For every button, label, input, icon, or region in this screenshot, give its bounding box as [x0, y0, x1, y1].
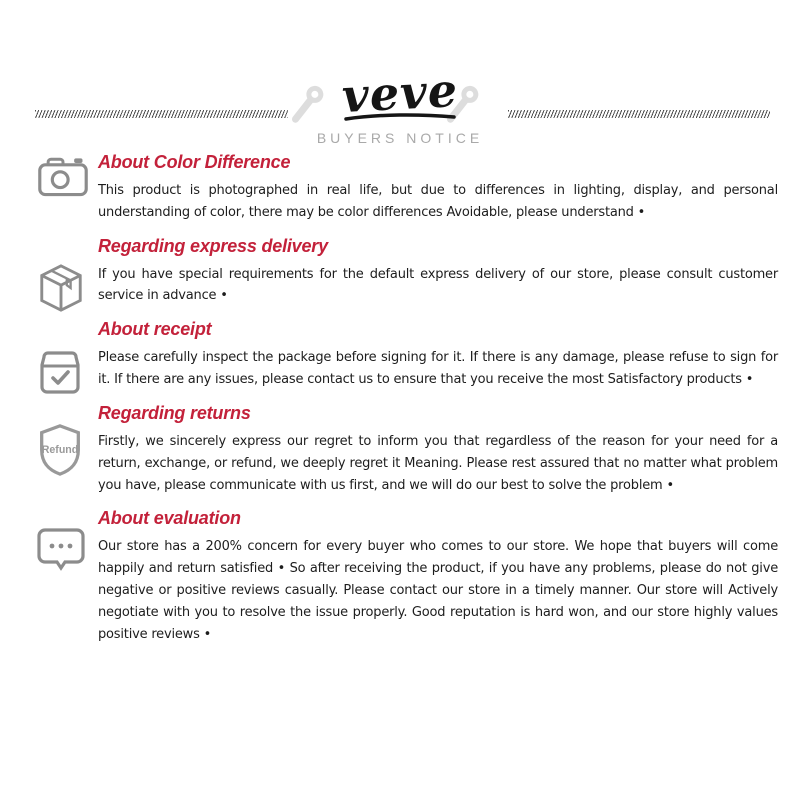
brand-logo-text: veve — [340, 63, 460, 123]
header — [0, 63, 800, 150]
section-title: About Color Difference — [98, 152, 291, 172]
section-evaluation — [35, 508, 778, 645]
camera-icon — [37, 154, 89, 198]
section-body: Our store has a 200% concern for every buyer who comes to our store. We hope that buyers will come happily and return satisfied • So after receiving the product, if you have any problems, please do not give negative or positive reviews casually. Please contact our store in a timely manner. Our store will Actively negotiate with you to resolve the issue properly. Good reputation is hard won, and our store highly values positive reviews • — [98, 539, 778, 642]
section-body: If you have special requirements for the default express delivery of our store, please consult customer service in advance • — [98, 266, 778, 304]
section-returns — [35, 403, 778, 496]
parcel-check-icon — [37, 349, 83, 395]
notice-sections — [35, 152, 778, 658]
header-subtitle: BUYERS NOTICE — [316, 130, 484, 146]
section-title: About evaluation — [98, 508, 241, 529]
section-title: About receipt — [98, 319, 212, 340]
section-color-difference — [35, 152, 778, 224]
section-title: Regarding express delivery — [98, 235, 328, 256]
chat-bubble-icon — [37, 528, 85, 572]
refund-shield-icon — [37, 423, 83, 477]
section-receipt — [35, 319, 778, 391]
package-box-icon — [37, 263, 85, 313]
section-body: Firstly, we sincerely express our regret to inform you that regardless of the reason for your need for a return, exchange, or refund, we deeply regret it Meaning. Please rest assured that no matter what problem you have, please communicate with us first, and we will do our best to solve the problem • — [98, 433, 778, 493]
section-body: This product is photographed in real life, but due to differences in lighting, display, and personal understanding of color, there may be color differences Avoidable, please understand • — [98, 183, 778, 220]
section-body: Please carefully inspect the package before signing for it. If there is any damage, please refuse to sign for it. If there are any issues, please contact us to ensure that you receive the most Satisfactory products • — [98, 350, 778, 388]
section-title: Regarding returns — [98, 402, 251, 423]
section-express-delivery — [35, 236, 778, 308]
brand-logo — [0, 63, 800, 123]
svg-text:Refund: Refund — [41, 443, 79, 456]
